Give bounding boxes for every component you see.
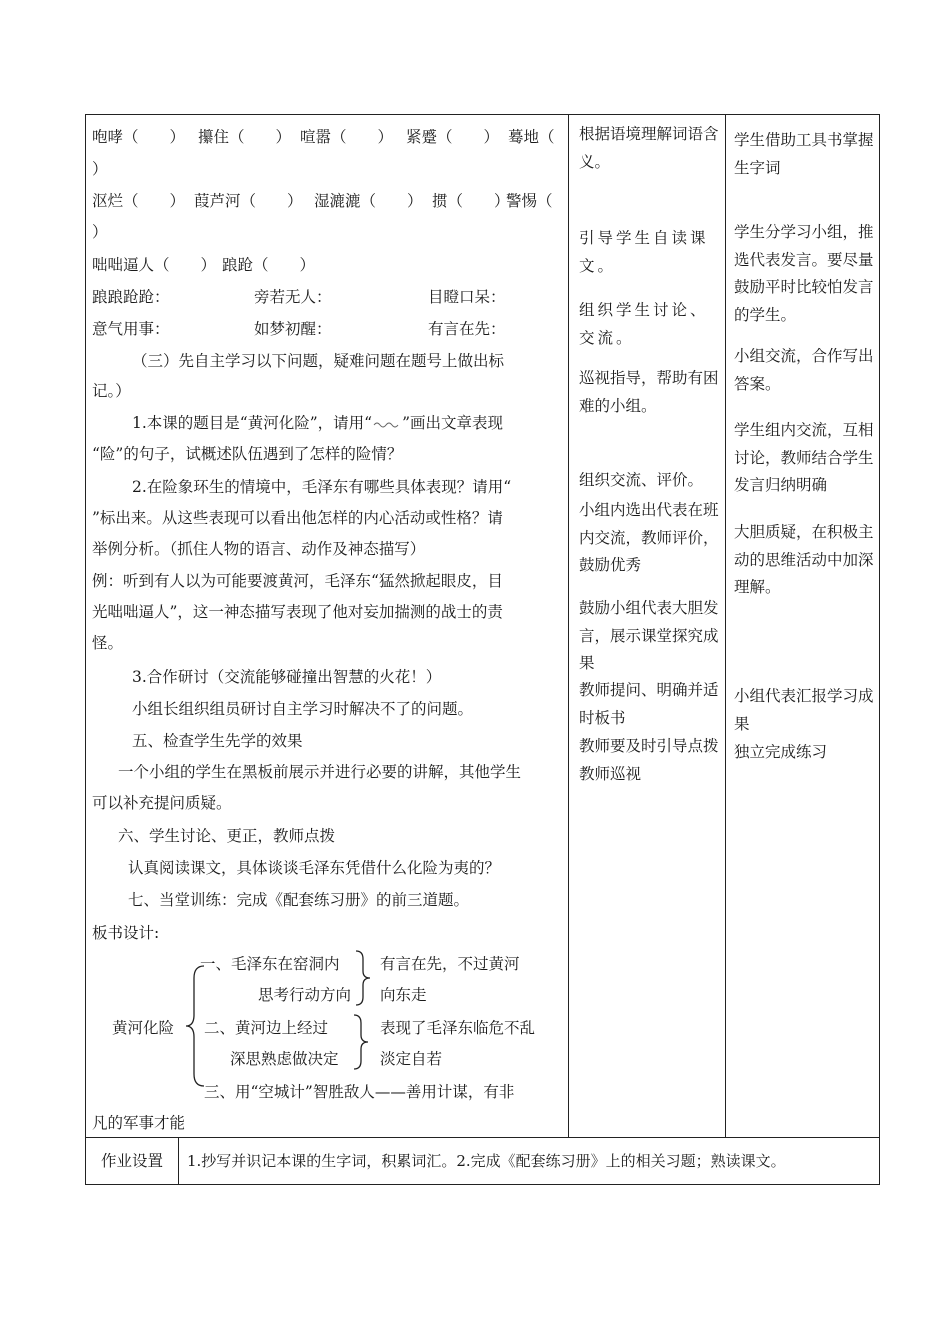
content-row (86, 115, 880, 1138)
question-line: 举例分析。（抓住人物的语言、动作及神态描写） (92, 540, 426, 558)
question-line: 1.本课的题目是“黄河化险”，请用“ ”画出文章表现 (132, 414, 503, 432)
wavy-underline-icon (372, 419, 402, 429)
lesson-plan-table (85, 114, 880, 1185)
right-brace-icon (350, 1013, 372, 1071)
homework-row (86, 1138, 880, 1185)
board-item: 向东走 (380, 986, 427, 1004)
paragraph-line: 认真阅读课文，具体谈谈毛泽东凭借什么化险为夷的？ (128, 859, 501, 877)
homework-text-cell (179, 1138, 880, 1184)
idiom-item: 如梦初醒： (254, 320, 332, 338)
section-heading: 七、当堂训练：完成《配套练习册》的前三道题。 (128, 891, 470, 909)
board-item: 二、黄河边上经过 (204, 1019, 329, 1037)
student-activity: 独立完成练习 (734, 743, 828, 761)
vocab-item: 警惕（ (506, 192, 553, 210)
board-item: 三、用“空城计”智胜敌人——善用计谋，有非 (204, 1083, 515, 1101)
vocab-item: 攥住（ ） (198, 128, 292, 146)
homework-text: 1.抄写并识记本课的生字词，积累词汇。2.完成《配套练习册》上的相关习题；熟读课文。 (187, 1152, 786, 1170)
homework-inner-table (86, 1138, 879, 1184)
student-activity: 学生组内交流，互相讨论，教师结合学生发言归纳明确 (734, 421, 874, 494)
teacher-activity: 引导学生自读课文。 (579, 229, 709, 275)
example-line: 怪。 (92, 634, 124, 652)
section-heading: 五、检查学生先学的效果 (132, 732, 303, 750)
question-line: ”标出来。从这些表现可以看出他怎样的内心活动或性格？请 (92, 509, 503, 527)
student-activity-cell (726, 115, 880, 1138)
student-activity: 学生借助工具书掌握生字词 (734, 131, 874, 177)
student-activity: 学生分学习小组，推选代表发言。要尽量鼓励平时比较怕发言的学生。 (734, 223, 874, 324)
paragraph-line: 一个小组的学生在黑板前展示并进行必要的讲解，其他学生 (118, 763, 522, 781)
homework-inner-row (86, 1138, 879, 1184)
vocab-item: 沤烂（ ） (92, 192, 186, 210)
example-line: 光咄咄逼人”，这一神态描写表现了他对妄加揣测的战士的责 (92, 603, 503, 621)
board-item: 一、毛泽东在窑洞内 (200, 955, 340, 973)
teacher-activity: 教师提问、明确并适时板书 (579, 681, 719, 727)
teacher-activity: 鼓励小组代表大胆发言，展示课堂探究成果 (579, 599, 719, 672)
teacher-activity: 组织学生讨论、交流。 (579, 301, 709, 347)
teaching-content-cell (86, 115, 569, 1138)
student-activity: 大胆质疑，在积极主动的思维活动中加深理解。 (734, 523, 874, 596)
homework-label-cell (86, 1138, 179, 1184)
vocab-item: 湿漉漉（ ） (314, 192, 423, 210)
board-item: 深思熟虑做决定 (230, 1050, 339, 1068)
question-line: “险”的句子，试概述队伍遇到了怎样的险情？ (92, 445, 403, 463)
vocab-item: 葭芦河（ ） (194, 192, 303, 210)
teacher-activity: 根据语境理解词语含义。 (579, 125, 719, 171)
idiom-item: 有言在先： (428, 320, 506, 338)
student-activity: 小组代表汇报学习成果 (734, 687, 874, 733)
example-line: 例：听到有人以为可能要渡黄河，毛泽东“猛然掀起眼皮，目 (92, 572, 503, 590)
idiom-item: 踉踉跄跄： (92, 288, 170, 306)
right-brace-icon (352, 949, 374, 1007)
paragraph-line: 小组长组织组员研讨自主学习时解决不了的问题。 (132, 700, 474, 718)
question-line: 2.在险象环生的情境中，毛泽东有哪些具体表现？请用“ (132, 478, 512, 496)
teacher-activity: 小组内选出代表在班内交流，教师评价，鼓励优秀 (579, 501, 719, 574)
student-activity: 小组交流，合作写出答案。 (734, 347, 874, 393)
question-line: 3.合作研讨（交流能够碰撞出智慧的火花！） (132, 668, 442, 686)
vocab-item: 咆哮（ ） (92, 128, 186, 146)
vocab-item: 喧嚣（ ） (300, 128, 394, 146)
vocab-item: ） (92, 160, 108, 178)
idiom-item: 旁若无人： (254, 288, 332, 306)
section-heading: （三）先自主学习以下问题，疑难问题在题号上做出标 (132, 352, 505, 370)
board-item: 表现了毛泽东临危不乱 (380, 1019, 536, 1037)
idiom-item: 目瞪口呆： (428, 288, 506, 306)
homework-cell (86, 1138, 880, 1185)
vocab-item: 紧蹙（ ） (406, 128, 500, 146)
board-item: 思考行动方向 (258, 986, 352, 1004)
paragraph-line: 记。） (92, 382, 131, 400)
idiom-item: 意气用事： (92, 320, 170, 338)
teacher-activity: 组织交流、评价。 (579, 471, 704, 489)
homework-label: 作业设置 (100, 1152, 163, 1170)
teacher-activity: 教师要及时引导点拨教师巡视 (579, 737, 719, 783)
board-main-title: 黄河化险 (112, 1019, 175, 1037)
vocab-item: 掼（ ） (432, 192, 510, 210)
vocab-item: 踉跄（ ） (222, 256, 316, 274)
vocab-item: 咄咄逼人（ ） (92, 256, 217, 274)
board-item: 淡定自若 (380, 1050, 443, 1068)
section-heading: 六、学生讨论、更正，教师点拨 (118, 827, 336, 845)
paragraph-line: 可以补充提问质疑。 (92, 794, 232, 812)
board-item: 凡的军事才能 (92, 1114, 186, 1132)
board-item: 有言在先，不过黄河 (380, 955, 520, 973)
vocab-item: ） (92, 223, 108, 241)
teacher-activity-cell (569, 115, 726, 1138)
teacher-activity: 巡视指导，帮助有困难的小组。 (579, 369, 719, 415)
vocab-item: 蓦地（ (508, 128, 555, 146)
board-design-title: 板书设计: (92, 924, 160, 942)
